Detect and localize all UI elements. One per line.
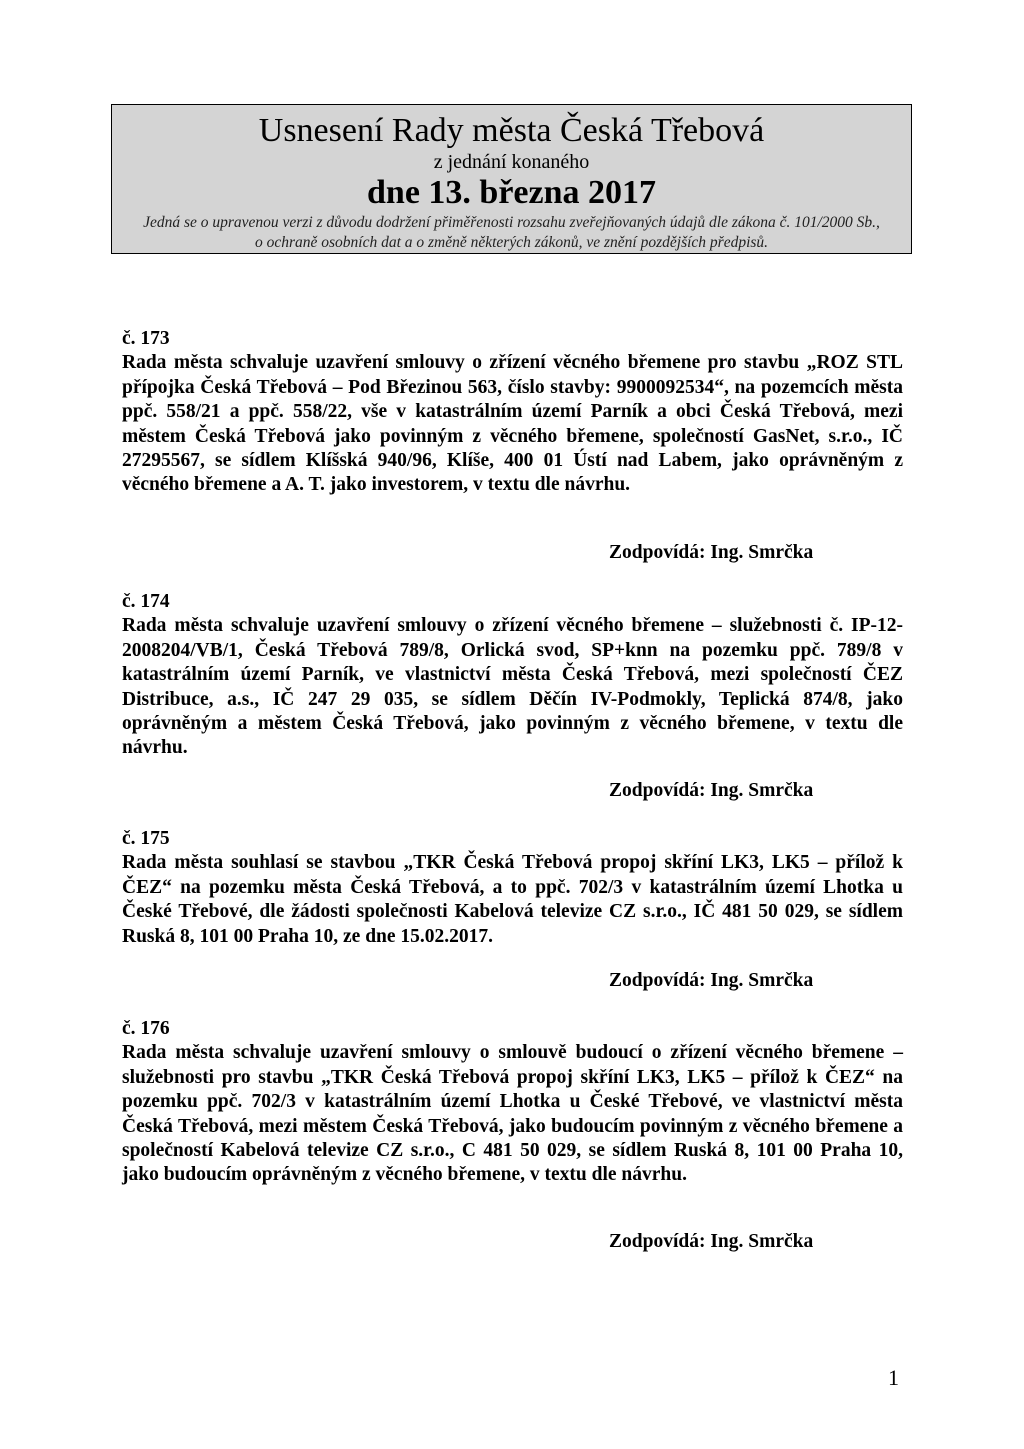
meeting-date: dne 13. března 2017: [367, 174, 656, 211]
resolution-text: Rada města schvaluje uzavření smlouvy o smlouvě budoucí o zřízení věcného břemene – služebnosti pro stavbu „TKR Česká Třebová propoj skříní LK3, LK5 – přílož k ČEZ“ na pozemku ppč. 702/3 v katastrálním území Lhotka u České Třebové, ve vlastnictví města Česká Třebová, mezi městem Česká Třebová, jako budoucím povinným z věcného břemene a společností Kabelová televize CZ s.r.o., C 481 50 029, se sídlem Ruská 8, 101 00 Praha 10, jako budoucím oprávněným z věcného břemene, v textu dle návrhu.: [122, 1042, 903, 1186]
resolution-text: Rada města schvaluje uzavření smlouvy o zřízení věcného břemene – služebnosti č. IP-12-2008204/VB/1, Česká Třebová 789/8, Orlická svod, SP+knn na pozemku ppč. 789/8 v katastrálním území Parník, ve vlastnictví města Česká Třebová, mezi společností ČEZ Distribuce, a.s., IČ 247 29 035, se sídlem Děčín IV-Podmokly, Teplická 874/8, jako oprávněným a městem Česká Třebová, jako povinným z věcného břemene, v textu dle návrhu.: [122, 615, 903, 759]
resolution-text: Rada města schvaluje uzavření smlouvy o zřízení věcného břemene pro stavbu „ROZ STL přípojka Česká Třebová – Pod Březinou 563, číslo stavby: 9900092534“, na pozemcích města ppč. 558/21 a ppč. 558/22, vše v katastrálním území Parník a obci Česká Třebová, mezi městem Česká Třebová jako povinným z věcného břemene, společností GasNet, s.r.o., IČ 27295567, se sídlem Klíšská 940/96, Klíše, 400 01 Ústí nad Labem, jako oprávněným z věcného břemene a A. T. jako investorem, v textu dle návrhu.: [122, 352, 903, 496]
resolution-number: č. 176: [122, 1018, 170, 1039]
responsible-person: Zodpovídá: Ing. Smrčka: [609, 780, 814, 801]
resolution-text: Rada města souhlasí se stavbou „TKR Česká Třebová propoj skříní LK3, LK5 – přílož k ČEZ“ na pozemku města Česká Třebová, a to ppč. 702/3 v katastrálním území Lhotka u České Třebové, dle žádosti společnosti Kabelová televize CZ s.r.o., IČ 481 50 029, se sídlem Ruská 8, 101 00 Praha 10, ze dne 15.02.2017.: [122, 852, 903, 947]
resolution-number: č. 174: [122, 591, 170, 612]
resolution-173: [122, 327, 903, 498]
resolution-number: č. 175: [122, 828, 170, 849]
page-number: 1: [888, 1365, 899, 1390]
document-title: Usnesení Rady města Česká Třebová: [258, 112, 765, 149]
responsible-person: Zodpovídá: Ing. Smrčka: [609, 542, 814, 563]
resolution-176: [122, 1017, 903, 1188]
resolution-number: č. 173: [122, 328, 170, 349]
responsible-person: Zodpovídá: Ing. Smrčka: [609, 970, 814, 991]
resolution-175: [122, 827, 903, 949]
responsible-person: Zodpovídá: Ing. Smrčka: [609, 1231, 814, 1252]
document-subtitle: z jednání konaného: [433, 151, 590, 173]
anonymization-note: Jedná se o upravenou verzi z důvodu dodržení přiměřenosti rozsahu zveřejňovaných údajů dle zákona č. 101/2000 Sb., o ochraně osobních dat a o změně některých zákonů, ve znění pozdějších předpisů.: [143, 214, 880, 251]
resolution-174: [122, 590, 903, 761]
header-box: [111, 104, 912, 254]
